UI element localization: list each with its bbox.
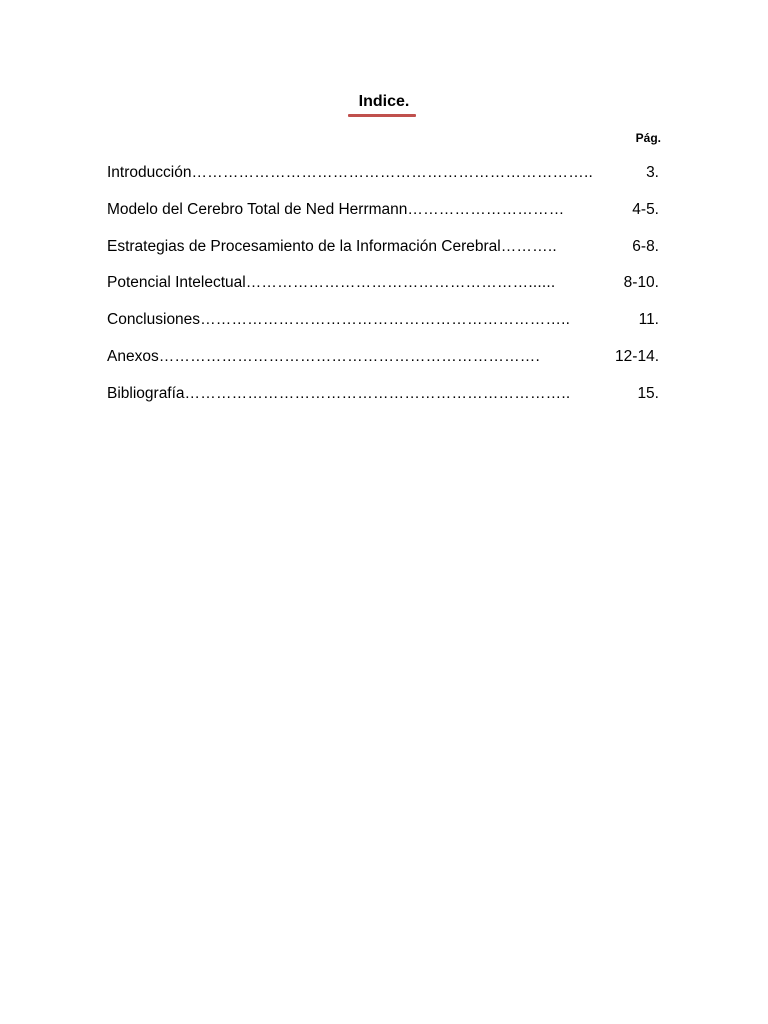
toc-entry-page: 4-5. (632, 200, 659, 218)
index-title: Indice. (358, 93, 410, 110)
toc-entry-page: 15. (637, 384, 659, 402)
toc-entry-introduccion (107, 163, 659, 200)
toc-entry-title: Modelo del Cerebro Total de Ned Herrmann (107, 200, 408, 218)
toc-entry-page: 11. (638, 311, 659, 329)
toc-entry-anexos (107, 347, 659, 384)
toc-entry-title: Introducción (107, 164, 192, 181)
toc-entry-estrategias (107, 237, 659, 274)
toc-entry-leader: ……………………………………………………………….. (184, 384, 571, 402)
toc-entry-title: Bibliografía (107, 384, 185, 402)
page-column-label: Pág. (635, 131, 661, 145)
toc-entry-leader: ………………………………………………………………. (158, 347, 541, 365)
toc-entry-title: Anexos (107, 347, 159, 365)
table-of-contents (107, 163, 659, 421)
toc-entry-leader: ………………………………………………...... (245, 274, 556, 292)
toc-entry-leader: …………………………………………………………….. (200, 311, 571, 329)
toc-entry-leader: ……….. (500, 237, 557, 255)
toc-entry-page: 6-8. (632, 237, 659, 255)
toc-entry-page: 3. (646, 164, 659, 181)
toc-entry-modelo-cerebro (107, 200, 659, 237)
toc-entry-title: Conclusiones (107, 311, 201, 329)
toc-entry-title: Estrategias de Procesamiento de la Información Cerebral (107, 237, 501, 255)
toc-entry-bibliografia (107, 384, 659, 421)
title-underline (348, 114, 416, 117)
toc-entry-conclusiones (107, 310, 659, 347)
toc-entry-title: Potencial Intelectual (107, 274, 246, 292)
toc-entry-leader: ………………………………………………………………….. (191, 164, 593, 181)
toc-entry-leader: ………………………… (407, 200, 565, 218)
toc-entry-page: 8-10. (623, 274, 659, 292)
toc-entry-page: 12-14. (615, 347, 659, 365)
toc-entry-potencial-intelectual (107, 273, 659, 310)
